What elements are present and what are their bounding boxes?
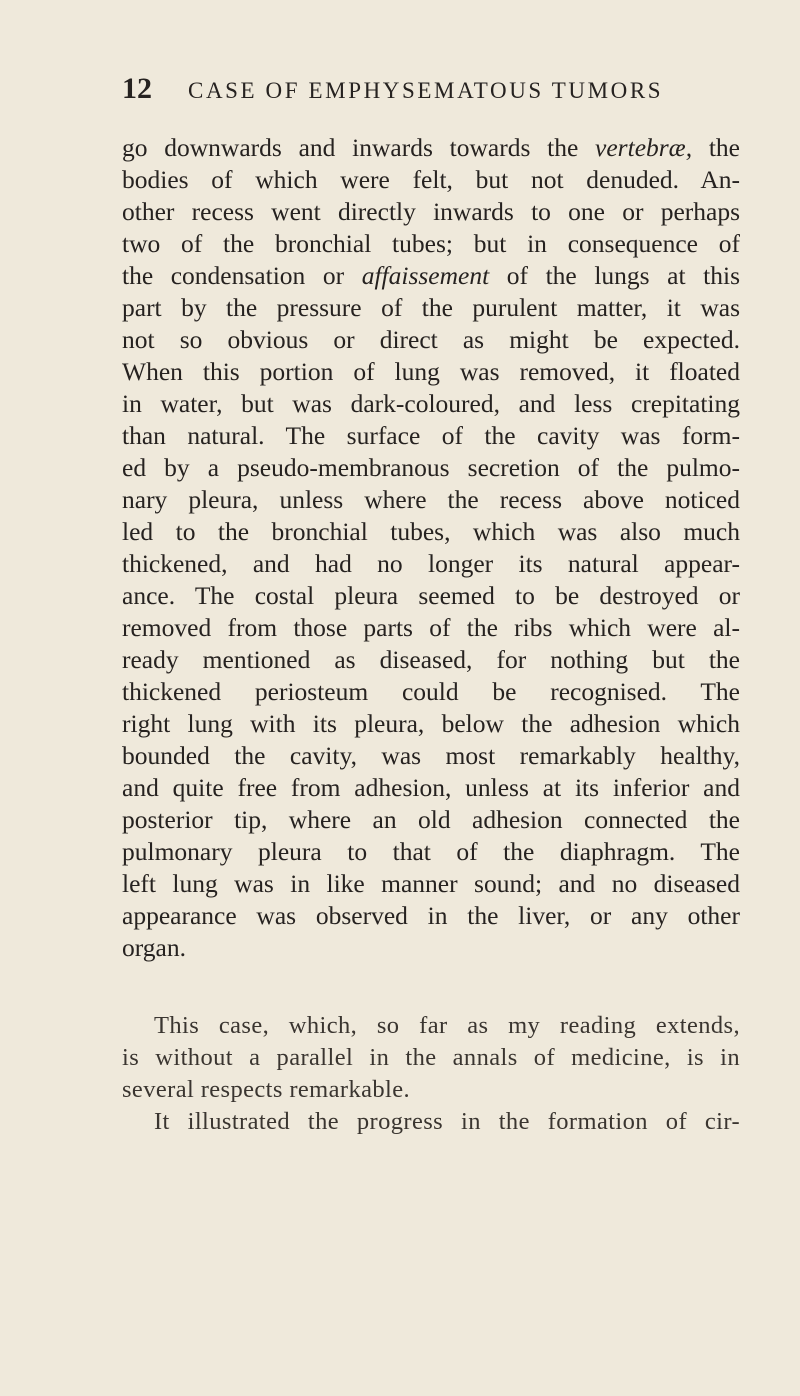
text-line: removed from those parts of the ribs which were al- [122,613,740,642]
text-line: pulmonary pleura to that of the diaphragm. The [122,837,740,866]
text-line: other recess went directly inwards to one or perhaps [122,197,740,226]
text-line: posterior tip, where an old adhesion connected the [122,805,740,834]
text-line: It illustrated the progress in the formation of cir- [154,1108,740,1135]
text-line: thickened, and had no longer its natural appear- [122,549,740,578]
text-line: thickened periosteum could be recognised. The [122,677,740,706]
text-line: bodies of which were felt, but not denuded. An- [122,165,740,194]
running-head: CASE OF EMPHYSEMATOUS TUMORS [188,78,664,103]
text-line: nary pleura, unless where the recess above noticed [122,485,740,514]
text-line: ance. The costal pleura seemed to be destroyed or [122,581,740,610]
text-line: bounded the cavity, was most remarkably healthy, [122,741,740,770]
text-line: in water, but was dark-coloured, and less crepitating [122,389,740,418]
text-line: part by the pressure of the purulent matter, it was [122,293,740,322]
text-line: is without a parallel in the annals of medicine, is in [122,1044,740,1071]
text-line: ready mentioned as diseased, for nothing but the [122,645,740,674]
text-line: go downwards and inwards towards the vertebræ, the [122,133,740,162]
text-line: several respects remarkable. [122,1076,411,1103]
text-line: led to the bronchial tubes, which was also much [122,517,740,546]
text-line: organ. [122,933,186,962]
text-line: This case, which, so far as my reading extends, [154,1012,740,1039]
text-line: two of the bronchial tubes; but in consequence of [122,229,740,258]
page-number: 12 [122,72,152,105]
text-line: the condensation or affaissement of the lungs at this [122,261,740,290]
text-line: When this portion of lung was removed, it floated [122,357,740,386]
text-line: right lung with its pleura, below the adhesion which [122,709,740,738]
text-line: appearance was observed in the liver, or any other [122,901,740,930]
text-line: ed by a pseudo-membranous secretion of the pulmo- [122,453,740,482]
text-line: not so obvious or direct as might be expected. [122,325,740,354]
text-line: left lung was in like manner sound; and no diseased [122,869,740,898]
text-line: than natural. The surface of the cavity was form- [122,421,740,450]
page-header [0,72,800,112]
text-line: and quite free from adhesion, unless at its inferior and [122,773,740,802]
